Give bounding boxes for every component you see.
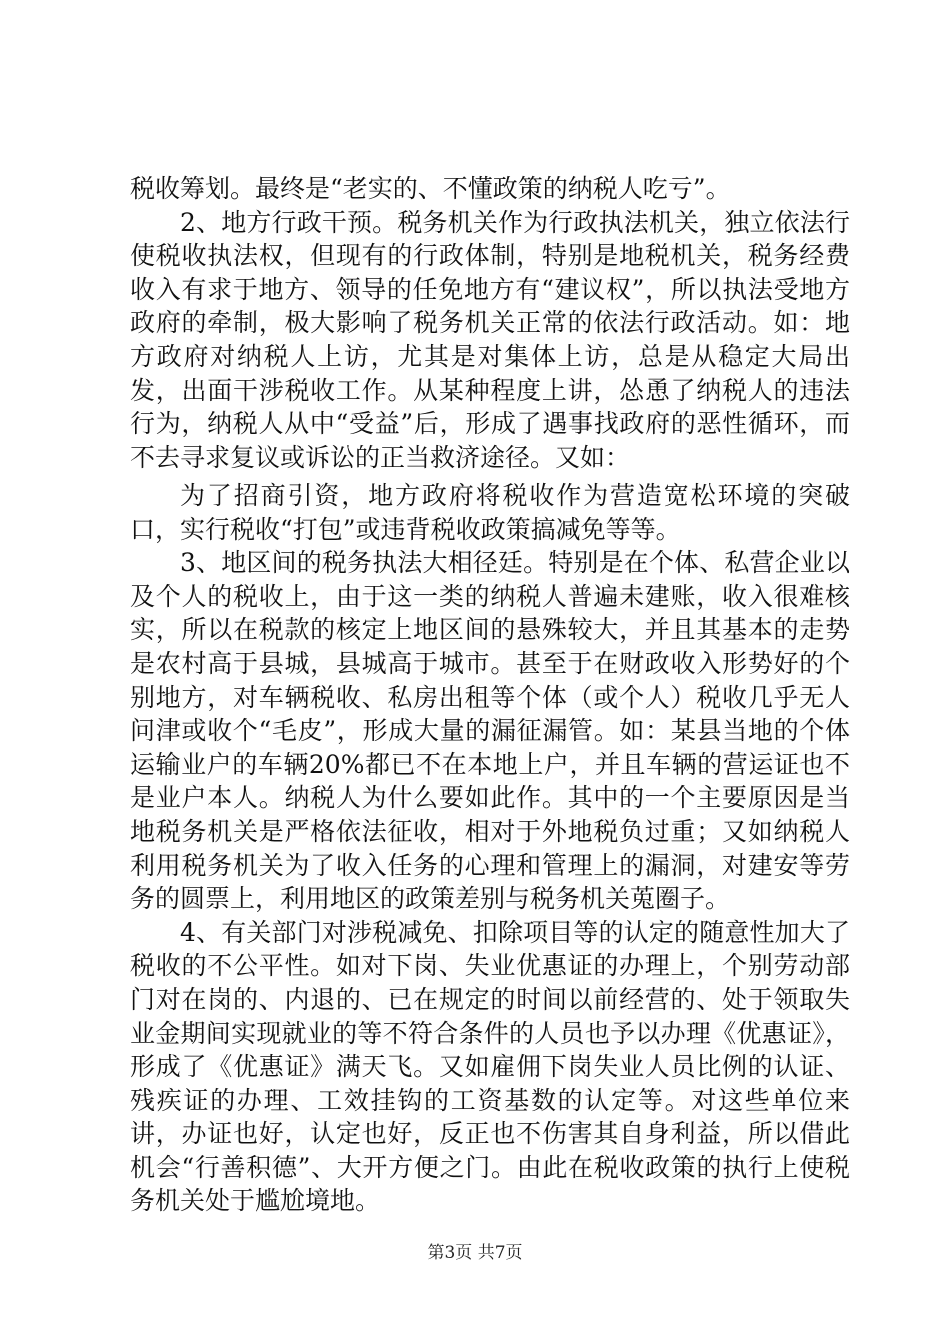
paragraph-local-intervention: 2、地方行政干预。税务机关作为行政执法机关，独立依法行使税收执法权，但现有的行政体制，特别是地税机关，税务经费收入有求于地方、领导的任免地方有“建议权”，所以执法受地方政府的牵制，极大影响了税务机关正常的依法行政活动。如：地方政府对纳税人上访，尤其是对集体上访，总是从稳定大局出发，出面干涉税收工作。从某种程度上讲，怂恿了纳税人的违法行为，纳税人从中“受益”后，形成了遇事找政府的恶性循环，而不去寻求复议或诉讼的正当救济途径。又如： xyxy=(130,207,850,472)
paragraph-continuation: 税收筹划。最终是“老实的、不懂政策的纳税人吃亏”。 xyxy=(130,174,731,203)
text-block-upper xyxy=(130,172,850,474)
text-block-lower xyxy=(130,479,850,1218)
page-footer: 第3页 共7页 xyxy=(427,1243,523,1263)
paragraph-department-discretion: 4、有关部门对涉税减免、扣除项目等的认定的随意性加大了税收的不公平性。如对下岗、失业优惠证的办理上，个别劳动部门对在岗的、内退的、已在规定的时间以前经营的、处于领取失业金期间实现就业的等不符合条件的人员也予以办理《优惠证》，形成了《优惠证》满天飞。又如雇佣下岗失业人员比例的认证、残疾证的办理、工效挂钩的工资基数的认定等。对这些单位来讲，办证也好，认定也好，反正也不伤害其自身利益，所以借此机会“行善积德”、大开方便之门。由此在税收政策的执行上使税务机关处于尴尬境地。 xyxy=(130,917,850,1216)
paragraph-investment-example: 为了招商引资，地方政府将税收作为营造宽松环境的突破口，实行税收“打包”或违背税收政策搞减免等等。 xyxy=(130,481,850,544)
paragraph-regional-enforcement: 3、地区间的税务执法大相径廷。特别是在个体、私营企业以及个人的税收上，由于这一类的纳税人普遍未建账，收入很难核实，所以在税款的核定上地区间的悬殊较大，并且其基本的走势是农村高于县城，县城高于城市。甚至于在财政收入形势好的个别地方，对车辆税收、私房出租等个体（或个人）税收几乎无人问津或收个“毛皮”，形成大量的漏征漏管。如：某县当地的个体运输业户的车辆20%都已不在本地上户，并且车辆的营运证也不是业户本人。纳税人为什么要如此作。其中的一个主要原因是当地税务机关是严格依法征收，相对于外地税负过重；又如纳税人利用税务机关为了收入任务的心理和管理上的漏洞，对建安等劳务的圆票上，利用地区的政策差别与税务机关莵圈子。 xyxy=(130,548,850,914)
